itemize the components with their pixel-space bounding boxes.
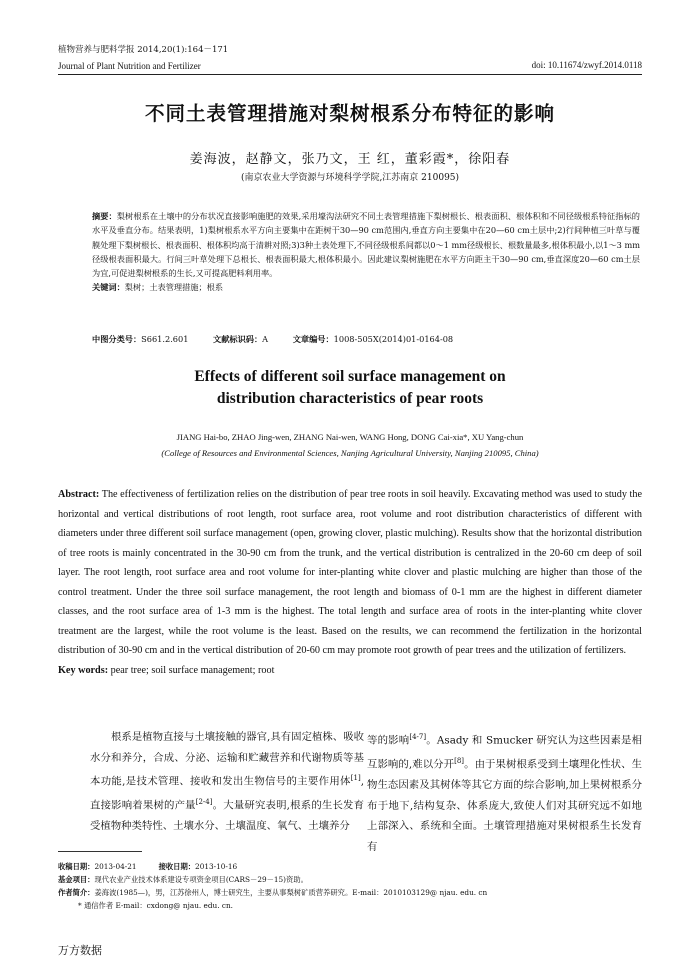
- watermark: 万方数据: [58, 944, 102, 957]
- corresponding-author: * 通信作者 E-mail：cxdong@ njau. edu. cn.: [78, 901, 233, 910]
- received-label: 收稿日期：: [58, 862, 95, 871]
- footnote-rule: [58, 851, 142, 852]
- author-bio-label: 作者简介：: [58, 888, 95, 897]
- fund-label: 基金项目：: [58, 875, 95, 884]
- body-right-part2: 。Asady 和 Smucker 研究认为这些因素是相互影响的,难以分开: [367, 734, 643, 771]
- keywords-cn: 梨树；土表管理措施；根系: [124, 282, 224, 293]
- journal-citation-cn: 植物营养与肥料学报 2014,20(1):164－171: [58, 45, 229, 55]
- abstract-en-label: Abstract:: [58, 489, 100, 500]
- authors-cn: 姜海波，赵静文，张乃文，王 红，董彩霞*，徐阳春: [189, 152, 511, 167]
- keywords-en-label: Key words:: [58, 664, 109, 676]
- body-right-ref2: [8]: [454, 757, 465, 766]
- authors-en: JIANG Hai-bo, ZHAO Jing-wen, ZHANG Nai-wen, WANG Hong, DONG Cai-xia*, XU Yang-chun: [176, 432, 524, 442]
- body-left-part3: 。大量研究表明,根系的生长发育受植物种类特性、土壤水分、土壤温度、氧气、土壤养分: [90, 799, 365, 833]
- doccode-label: 文献标识码：: [213, 334, 263, 344]
- classification-line: [92, 334, 475, 345]
- abstract-cn-label: 摘要：: [92, 211, 117, 221]
- doccode: A: [262, 334, 269, 344]
- body-right-part1: 等的影响: [367, 734, 410, 747]
- title-en-line2: distribution characteristics of pear roots: [216, 390, 484, 407]
- abstract-cn-text: 梨树根系在土壤中的分布状况直接影响施肥的效果,采用壕沟法研究不同土表管理措施下梨树根长、根表面积、根体积和不同径级根系特征指标的水平及垂直分布。结果表明，1)梨树根系水平方向主要集中在距树干30—90 cm范围内,垂直方向主要集中在20—60 cm土层中;2)行间种植三叶草与覆膜处理下梨树根长、根表面积、根体积均高于清耕对照;3)3种土表处理下,不同径级根系间都以0～1 mm径级根长、根数量最多,根体积最小,以1～3 mm径级根表面积最大。行间三叶草处理下总根长、根表面积最大,根体积最小。因此建议梨树施肥在水平方向距主干30—90 cm,垂直深度20—60 cm土层为宜,可促进梨树根系的生长,又可提高肥料利用率。: [92, 211, 640, 279]
- abstract-cn: [92, 209, 640, 295]
- body-left-part2: ,直接影响着果树的产量: [90, 775, 364, 812]
- abstract-en: [58, 485, 642, 680]
- affiliation-cn: (南京农业大学资源与环境科学学院,江苏南京 210095): [240, 173, 460, 183]
- footnotes: [58, 860, 648, 912]
- article-number-label: 文章编号：: [292, 334, 334, 344]
- received-date: 2013-04-21: [94, 862, 137, 871]
- accepted-label: 接收日期：: [158, 862, 196, 871]
- author-bio: 姜海波(1985—)，男，江苏徐州人，博士研究生，主要从事梨树矿质营养研究。E-mail：2010103129@ njau. edu. cn: [94, 888, 488, 897]
- body-left-part1: 根系是植物直接与土壤接触的器官,具有固定植株、吸收水分和养分，合成、分泌、运输和贮藏营养和代谢物质等基本功能,是技术管理、接收和发出生物信号的主要作用体: [90, 731, 364, 788]
- title-cn: 不同土表管理措施对梨树根系分布特征的影响: [144, 102, 555, 125]
- fund-text: 现代农业产业技术体系建设专项资金项目(CARS－29－15)资助。: [94, 875, 308, 884]
- affiliation-en: (College of Resources and Environmental Sciences, Nanjing Agricultural University, Nanjing 210095, China): [161, 448, 539, 458]
- keywords-cn-label: 关键词：: [92, 282, 125, 293]
- body-column-right: [367, 727, 642, 858]
- clc-number: S661.2.601: [141, 334, 189, 344]
- doi: doi: 10.11674/zwyf.2014.0118: [531, 60, 642, 70]
- header-rule: [58, 74, 642, 75]
- body-column-left: [90, 727, 364, 837]
- journal-name-en: Journal of Plant Nutrition and Fertilizer: [58, 61, 201, 71]
- body-left-ref2: [2-4]: [195, 798, 213, 807]
- body-right-part3: 。由于果树根系受到土壤理化性状、生物生态因素及其树体等其它方面的综合影响,加上果树根系分布于地下,结构复杂、体系庞大,致使人们对其研究远不如地上部深入、系统和全面。土壤管理措施对果树根系生长发育有: [367, 758, 642, 853]
- clc-label: 中图分类号：: [92, 334, 142, 344]
- title-en: [58, 366, 642, 410]
- article-number: 1008-505X(2014)01-0164-08: [333, 334, 454, 344]
- accepted-date: 2013-10-16: [195, 862, 238, 871]
- body-right-ref1: [4-7]: [409, 733, 427, 741]
- body-left-ref1: [1]: [350, 774, 361, 783]
- abstract-en-text: The effectiveness of fertilization relies on the distribution of pear tree roots in soil heavily. Excavating method was used to study the horizontal and vertical distributions of root length, root surface area, root volume and root distribution characteristics of different with diameters under three different soil surface management (open, growing clover, plastic mulching). Results show that the horizontal distribution of tree roots is mainly concentrated in the 30-90 cm from the trunk, and the vertical distribution is centralized in the 20-60 cm deep of soil layer. The root length, root surface area and root volume for inter-planting white clover and plastic mulching are higher than those of the control treatment. Under the three soil surface management, the root length and biomass of 0-1 mm are the highest in different diameter classes, and the root surface area of 1-3 mm is the highest. The total length and surface area of roots in the inter-planting white clover treatment are the largest, while the root volume is the least. Based on the results, we can recommend the fertilization in the horizontal distribution of 30-90 cm and in the vertical distribution of 20-60 cm may promote root growth of pear trees and the utilization of fertilizers.: [58, 489, 642, 656]
- title-en-line1: Effects of different soil surface management on: [194, 368, 506, 385]
- keywords-en: pear tree; soil surface management; root: [110, 664, 275, 676]
